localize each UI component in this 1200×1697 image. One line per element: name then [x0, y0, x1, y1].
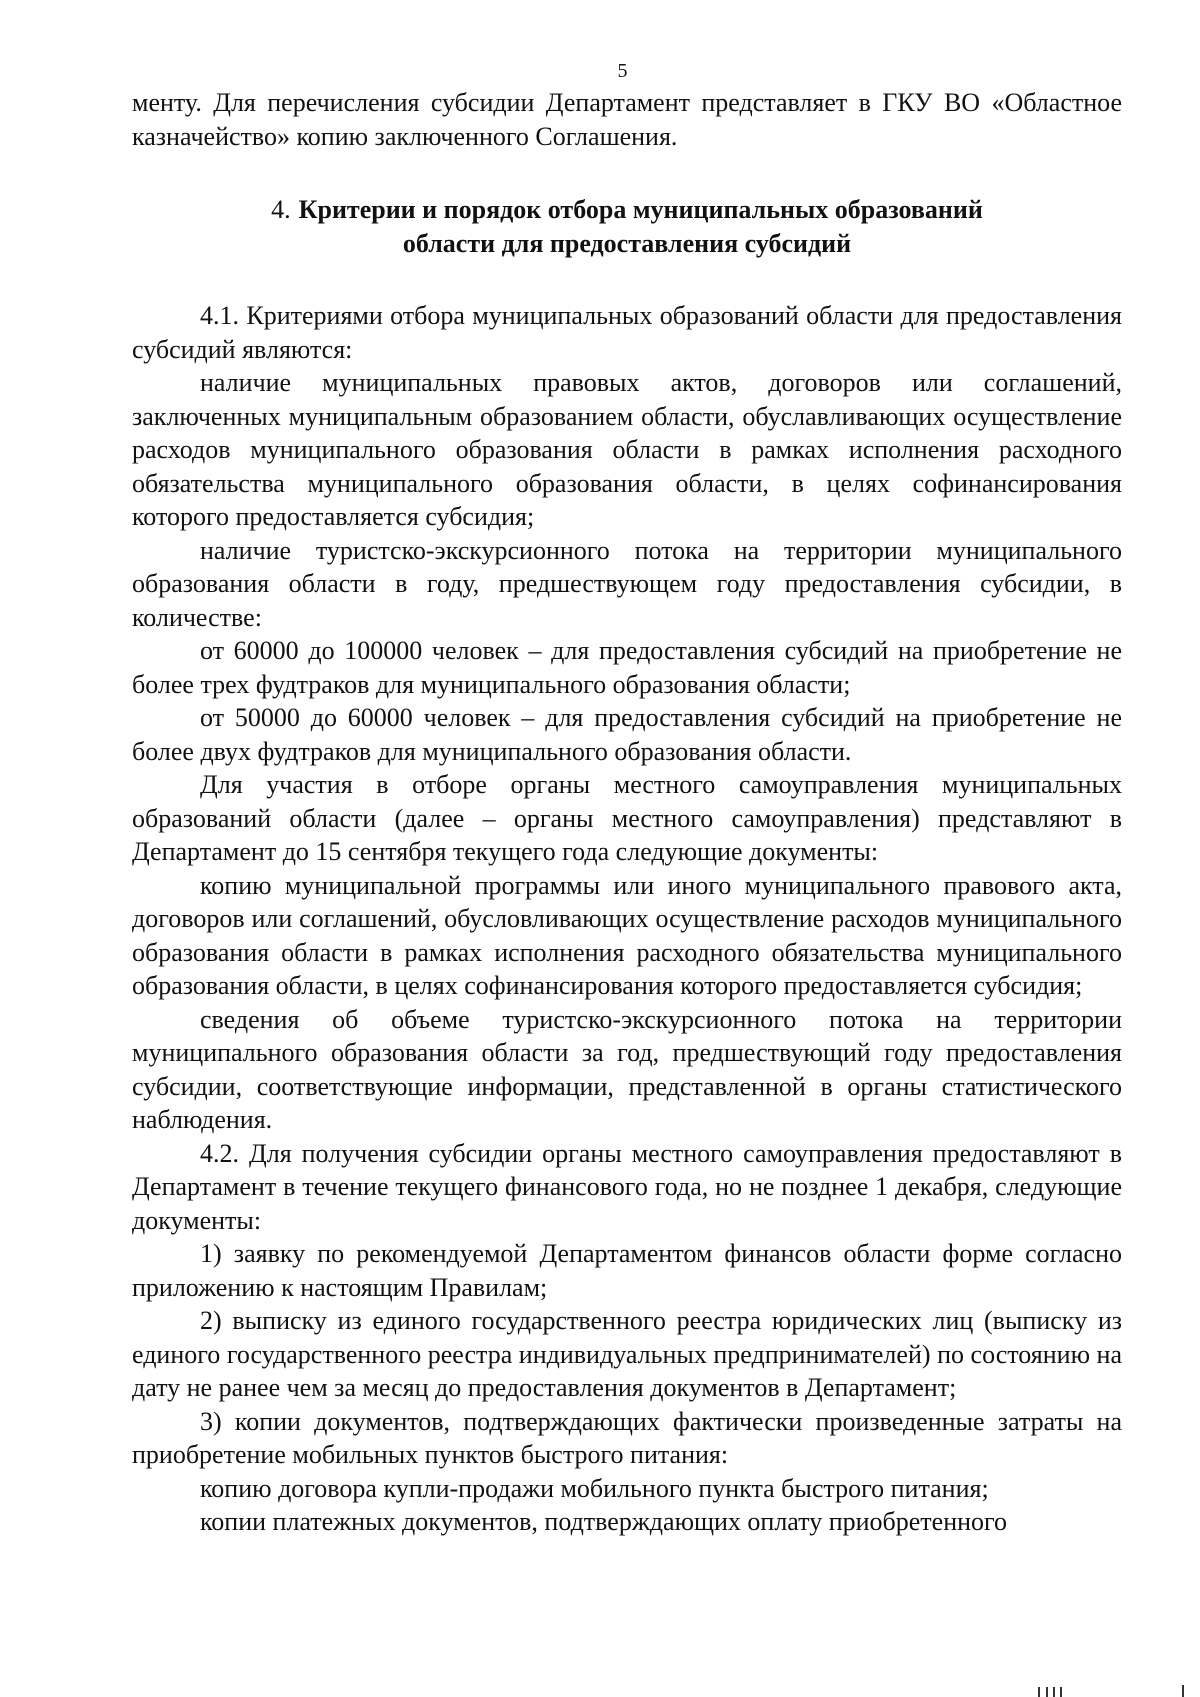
scan-artifact-marks: [1032, 1685, 1192, 1697]
paragraph-contract-copy: копию договора купли-продажи мобильного пункта быстрого питания;: [200, 1473, 989, 1503]
paragraph-4-2: 4.2. Для получения субсидии органы местного самоуправления предоставляют в Департамент в течение текущего финансового года, но не позднее 1 декабря, следующие документы:: [132, 1138, 1122, 1235]
section-heading: [132, 193, 1122, 261]
paragraph-criterion-flow: наличие туристско-экскурсионного потока на территории муниципального образования области в году, предшествующем году предоставления субсидии, в количестве:: [132, 535, 1122, 632]
paragraph-item-2: 2) выписку из единого государственного реестра юридических лиц (выписку из единого государственного реестра индивидуальных предпринимателей) по состоянию на дату не ранее чем за месяц до предоставления документов в Департамент;: [132, 1306, 1122, 1402]
paragraph-flow-info: сведения об объеме туристско-экскурсионного потока на территории муниципального образования области за год, предшествующий году предоставления субсидии, соответствующие информации, представленной в органы статистического наблюдения.: [132, 1004, 1122, 1134]
spacer: [132, 261, 1122, 299]
section-title-line-2: области для предоставления субсидий: [402, 229, 852, 258]
paragraph-program-copy: копию муниципальной программы или иного муниципального правового акта, договоров или соглашений, обусловливающих осуществление расходов муниципального образования области в рамках исполнения расходного обязательства муниципального образования области, в целях софинансирования которого предоставляется субсидия;: [132, 870, 1122, 1000]
section-number: 4.: [271, 195, 291, 224]
page-number: 5: [617, 60, 628, 82]
paragraph-range-50000: от 50000 до 60000 человек – для предоставления субсидий на приобретение не более двух фудтраков для муниципального образования области.: [132, 703, 1122, 766]
paragraph-range-60000: от 60000 до 100000 человек – для предоставления субсидий на приобретение не более трех фудтраков для муниципального образования области;: [132, 636, 1122, 699]
paragraph-continuation: менту. Для перечисления субсидии Департамент представляет в ГКУ ВО «Областное казначейство» копию заключенного Соглашения.: [132, 88, 1122, 151]
paragraph-criterion-acts: наличие муниципальных правовых актов, договоров или соглашений, заключенных муниципальным образованием области, обуславливающих осуществление расходов муниципального образования области в рамках исполнения расходного обязательства муниципального образования области, в целях софинансирования которого предоставляется субсидия;: [132, 368, 1122, 531]
paragraph-item-3: 3) копии документов, подтверждающих фактически произведенные затраты на приобретение мобильных пунктов быстрого питания:: [132, 1406, 1122, 1469]
section-title-line-1: Критерии и порядок отбора муниципальных образований: [298, 195, 983, 224]
paragraph-payment-copies: копии платежных документов, подтверждающих оплату приобретенного: [200, 1507, 1008, 1536]
paragraph-item-1: 1) заявку по рекомендуемой Департаментом финансов области форме согласно приложению к настоящим Правилам;: [132, 1239, 1122, 1302]
paragraph-4-1: 4.1. Критериями отбора муниципальных образований области для предоставления субсидий являются:: [132, 301, 1122, 364]
paragraph-participation: Для участия в отборе органы местного самоуправления муниципальных образований области (далее – органы местного самоуправления) представляют в Департамент до 15 сентября текущего года следующие документы:: [132, 770, 1122, 866]
spacer: [132, 153, 1122, 193]
document-body: [132, 86, 1122, 1539]
